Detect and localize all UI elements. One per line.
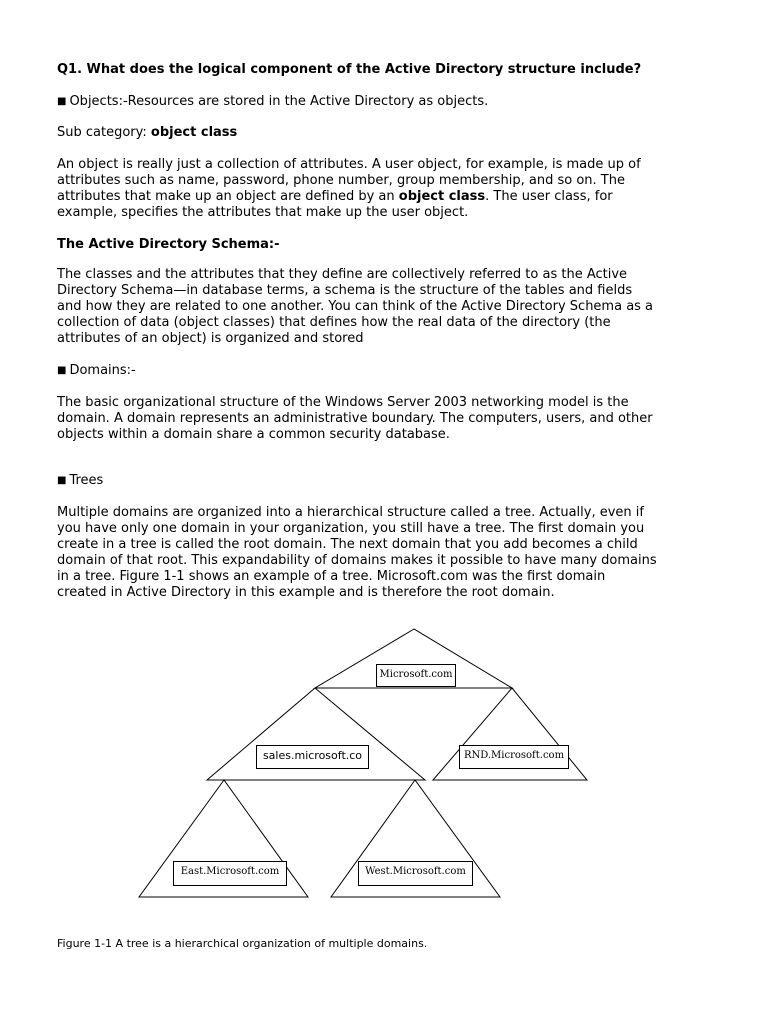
west-domain-label: West.Microsoft.com bbox=[358, 861, 473, 886]
trees-heading-text: Trees bbox=[69, 473, 104, 488]
subcategory-prefix: Sub category: bbox=[57, 125, 151, 140]
trees-paragraph: Multiple domains are organized into a hierarchical structure called a tree. Actually, even if you have only one domain in your organization, you still have a tree. The first domain you create in a tree is called the root domain. The next domain that you add becomes a child domain of that root. This expandability of domains makes it possible to have many domains in a tree. Figure 1-1 shows an example of a tree. Microsoft.com was the first domain created in Active Directory in this example and is therefore the root domain. bbox=[57, 505, 657, 600]
figure-caption: Figure 1-1 A tree is a hierarchical organization of multiple domains. bbox=[57, 937, 428, 950]
objects-paragraph-bold: object class bbox=[398, 189, 486, 204]
bullet-icon: ■ bbox=[57, 365, 67, 376]
objects-heading-text: Objects:-Resources are stored in the Active Directory as objects. bbox=[69, 94, 489, 109]
bullet-icon: ■ bbox=[57, 475, 67, 486]
schema-heading: The Active Directory Schema:- bbox=[57, 237, 280, 252]
rnd-domain-label: RND.Microsoft.com bbox=[459, 745, 569, 769]
objects-paragraph-part1: An object is really just a collection of attributes. A user object, for example, is made up of attributes such as name, password, phone number, group membership, and so on. The attributes that make up an object are defined by an bbox=[57, 157, 641, 204]
question-heading: Q1. What does the logical component of the Active Directory structure include? bbox=[57, 62, 642, 77]
root-domain-label: Microsoft.com bbox=[376, 664, 456, 687]
domains-heading-text: Domains:- bbox=[69, 363, 136, 378]
subcategory-value: object class bbox=[150, 125, 238, 140]
sales-domain-label: sales.microsoft.co bbox=[256, 745, 369, 769]
objects-paragraph-part2: . The user class, for example, specifies the attributes that make up the user object. bbox=[57, 189, 613, 220]
bullet-icon: ■ bbox=[57, 96, 67, 107]
east-domain-label: East.Microsoft.com bbox=[173, 861, 287, 886]
schema-paragraph: The classes and the attributes that they define are collectively referred to as the Active Directory Schema—in database terms, a schema is the structure of the tables and fields and how they are related to one another. You can think of the Active Directory Schema as a collection of data (object classes) that defines how the real data of the directory (the attributes of an object) is organized and stored bbox=[57, 267, 654, 346]
domains-paragraph: The basic organizational structure of the Windows Server 2003 networking model is the domain. A domain represents an administrative boundary. The computers, users, and other objects within a domain share a common security database. bbox=[57, 395, 653, 442]
